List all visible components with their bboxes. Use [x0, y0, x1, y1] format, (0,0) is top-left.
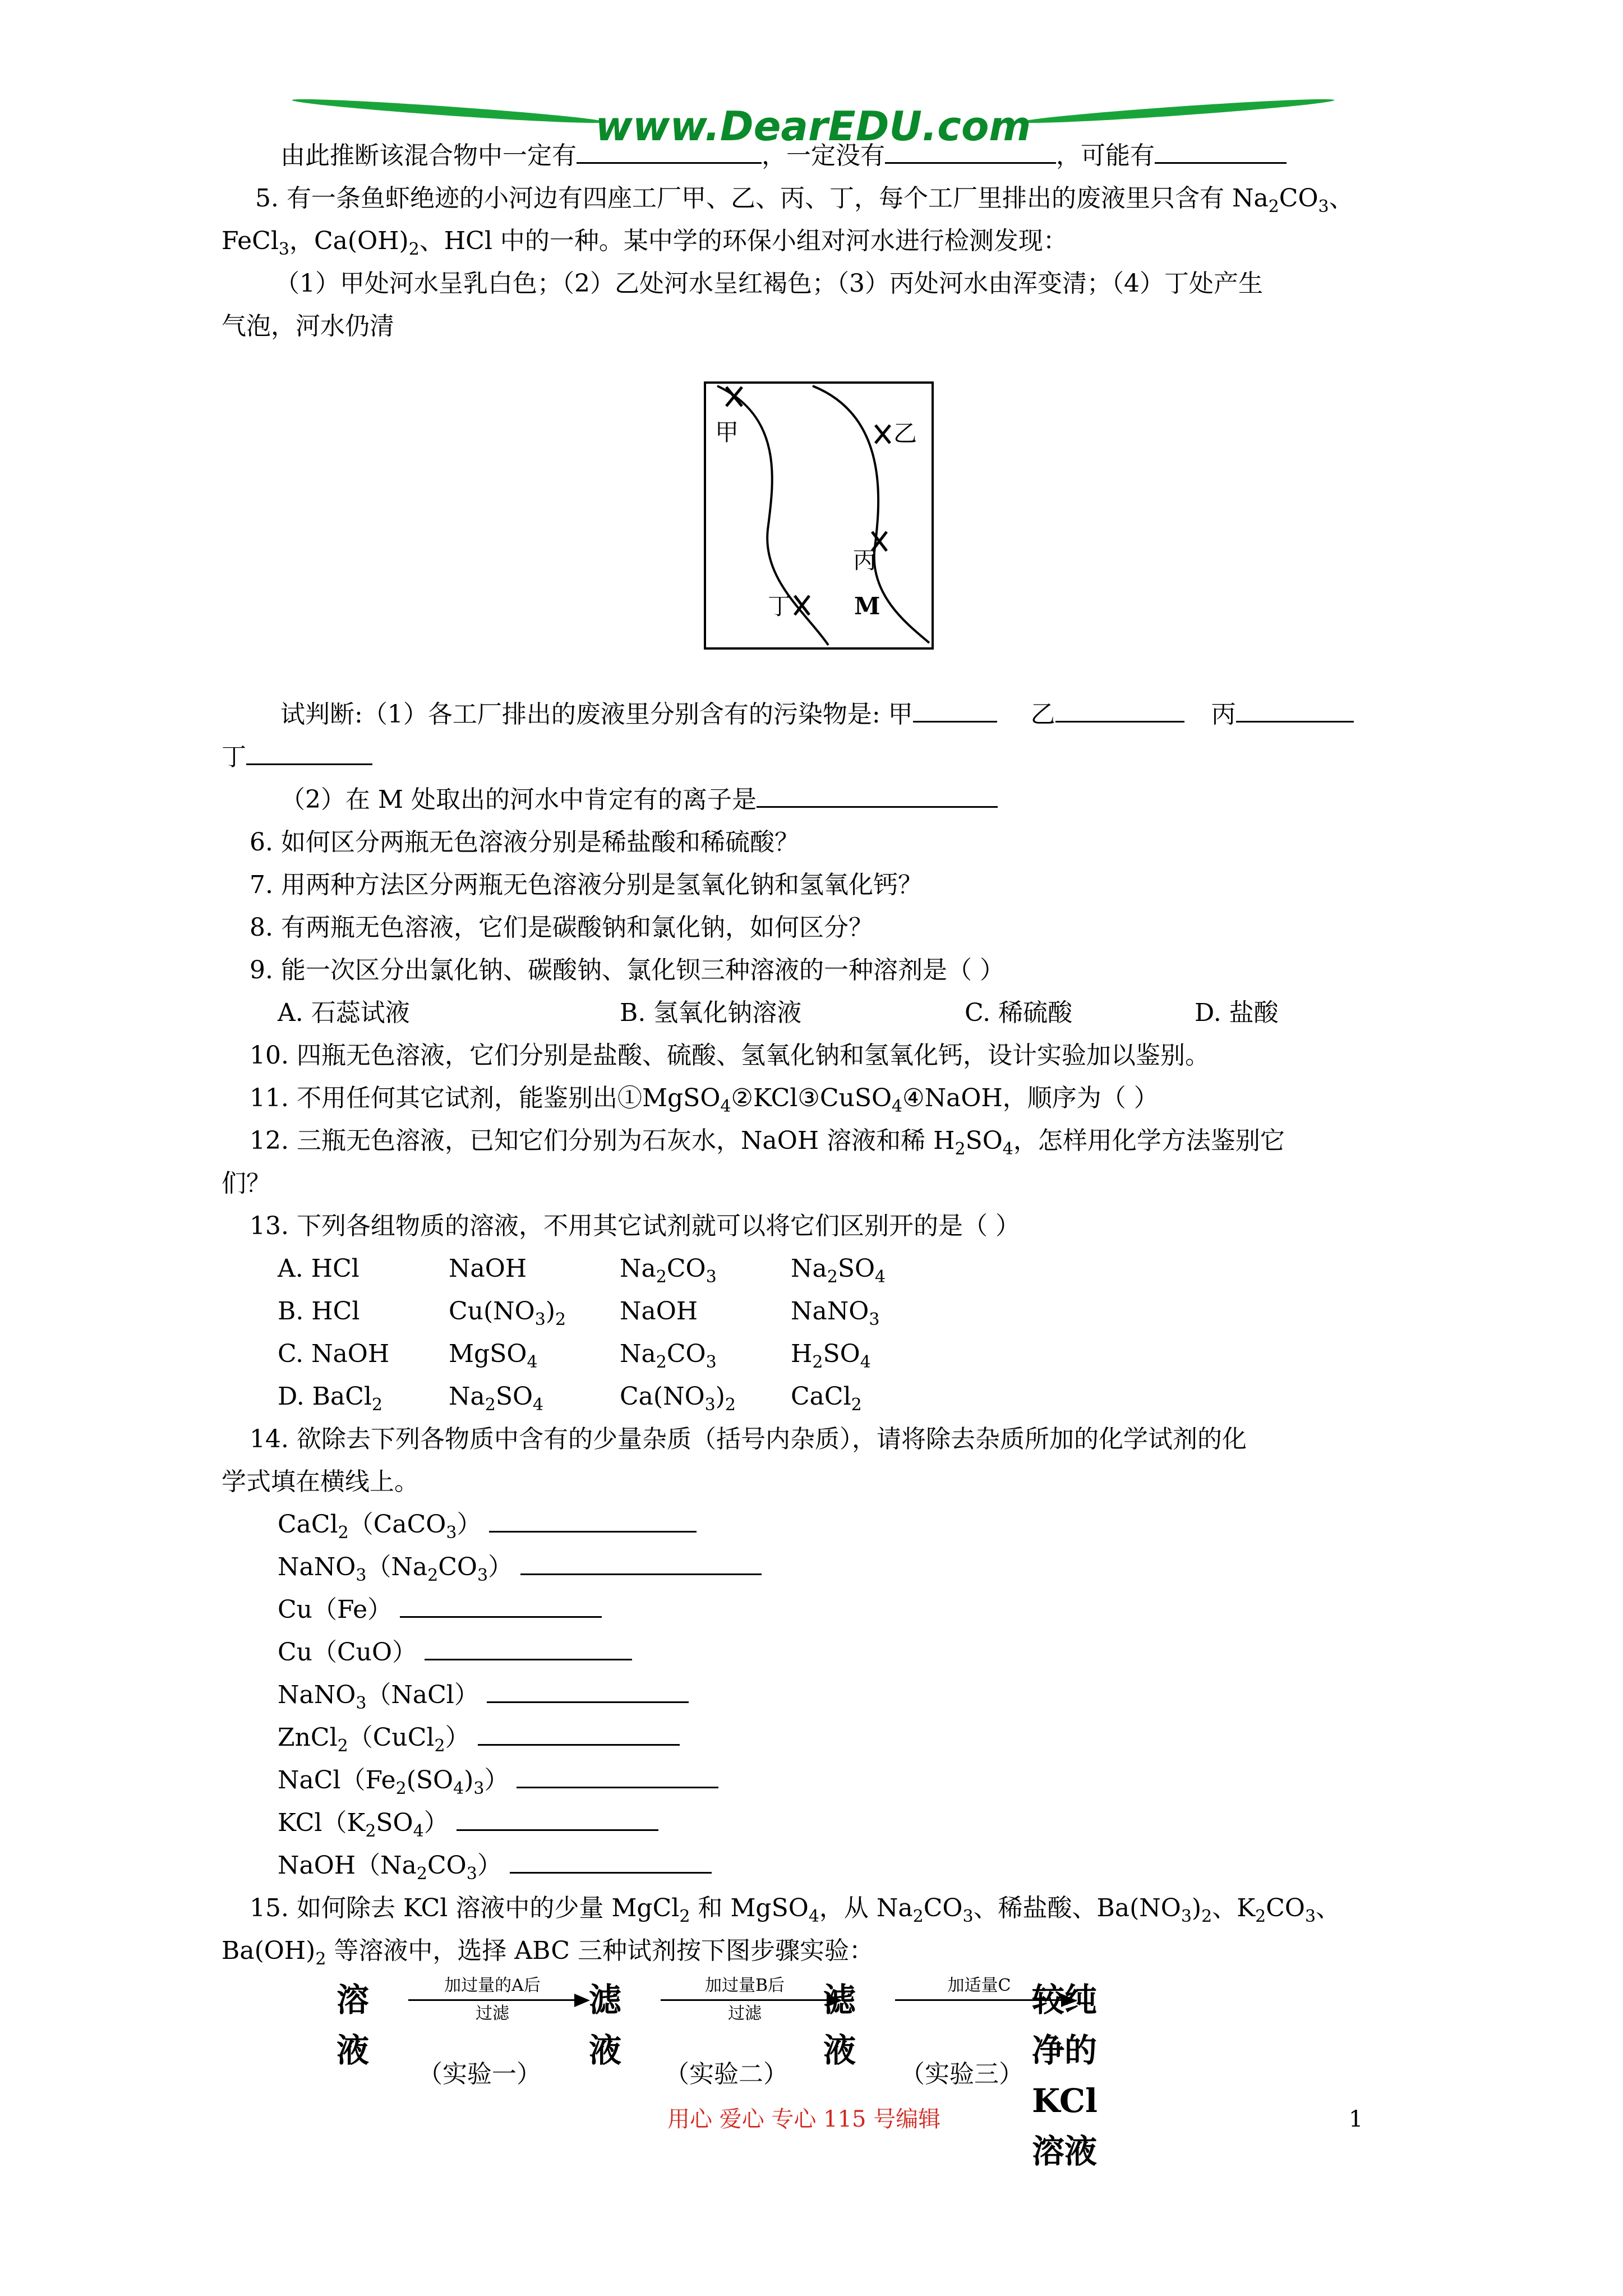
flow-filtrate-2: 滤液 — [823, 1981, 856, 2069]
impurity-item: $NaCl(Fe_2(SO_4)_3)$ — [278, 1759, 718, 1802]
flow-arrow-3-top: 加适量C — [947, 1976, 1011, 1995]
question-9-option-c: C. 稀硫酸 — [965, 999, 1073, 1027]
q13-option-cell: $Na_2CO_3$ — [620, 1254, 717, 1287]
impurity-item: NaNO$_3$（NaCl） — [278, 1674, 689, 1717]
q13-option-label: D. BaCl$_2$ — [278, 1382, 383, 1415]
q13-option-cell: NaOH — [620, 1297, 698, 1326]
q13-option-cell: $Ca(NO_3)_2$ — [620, 1382, 736, 1415]
answer-blank[interactable] — [457, 1803, 658, 1831]
q13-option-cell: CaCl$_2$ — [791, 1382, 862, 1415]
question-12-cont: 们？ — [222, 1169, 271, 1198]
flow-arrow-2-bottom: 过滤 — [728, 2004, 762, 2023]
question-5: 5. 有一条鱼虾绝迹的小河边有四座工厂甲、乙、丙、丁，每个工厂里排出的废液里只含有 $Na_2CO_3$、 — [255, 184, 1354, 217]
question-11: 11. 不用任何其它试剂，能鉴别出①MgSO$_4$②KCl③CuSO$_4$④NaOH，顺序为（ ） — [250, 1084, 1159, 1116]
impurity-item: $NaOH(Na_2CO_3)$ — [278, 1844, 712, 1887]
question-14: 14. 欲除去下列各物质中含有的少量杂质（括号内杂质），请将除去杂质所加的化学试剂的化 — [250, 1425, 1247, 1453]
answer-blank[interactable] — [1236, 695, 1354, 723]
answer-blank[interactable] — [246, 738, 372, 765]
answer-blank[interactable] — [1155, 136, 1287, 164]
experiment-1-label: （实验一） — [418, 2060, 541, 2088]
q13-option-cell: $Na_2SO_4$ — [791, 1254, 886, 1287]
answer-blank[interactable] — [517, 1761, 718, 1788]
q13-option-cell: MgSO$_4$ — [449, 1340, 538, 1372]
question-5-line4: 气泡，河水仍清 — [222, 312, 394, 341]
factory-bing-label: 丙 — [853, 546, 877, 574]
question-9: 9. 能一次区分出氯化钠、碳酸钠、氯化钡三种溶液的一种溶剂是（ ） — [250, 956, 1004, 984]
flow-arrow-1 — [408, 1975, 593, 2025]
q13-option-label: C. NaOH — [278, 1340, 390, 1368]
question-7: 7. 用两种方法区分两瓶无色溶液分别是氢氧化钠和氢氧化钙？ — [250, 871, 923, 899]
answer-blank[interactable] — [520, 1548, 762, 1575]
answer-blank[interactable] — [1055, 695, 1184, 723]
impurity-item: Cu（Fe） — [278, 1589, 602, 1631]
answer-blank[interactable] — [425, 1633, 632, 1660]
q13-option-cell: $Na_2SO_4$ — [449, 1382, 544, 1415]
answer-blank[interactable] — [885, 136, 1056, 164]
answer-blank[interactable] — [400, 1590, 602, 1618]
q13-option-cell: NaOH — [449, 1254, 527, 1283]
question-4-tail: 由此推断该混合物中一定有 ，一定没有 ，可能有 — [280, 135, 1287, 177]
factory-ding-label: 丁 — [768, 592, 792, 620]
q13-option-label: A. HCl — [278, 1254, 359, 1283]
judge-line-1-cont: 丁 — [222, 736, 372, 779]
question-9-option-a: A. 石蕊试液 — [278, 999, 410, 1027]
point-m-label: M — [854, 592, 880, 620]
question-9-option-d: D. 盐酸 — [1195, 999, 1279, 1027]
flow-final-product: 较纯净的KCl溶液 — [1032, 1981, 1098, 2170]
river-map — [704, 381, 934, 650]
experiment-3-label: （实验三） — [900, 2060, 1023, 2088]
footer-credit: 用心 爱心 专心 115 号编辑 — [667, 2106, 941, 2132]
flow-arrow-1-bottom: 过滤 — [476, 2004, 509, 2023]
flow-solution: 溶液 — [336, 1981, 370, 2069]
answer-blank[interactable] — [577, 136, 762, 164]
judge-line-1: 试判断:（1）各工厂排出的废液里分别含有的污染物是: 甲 乙 丙 — [280, 693, 1354, 736]
impurity-item: ZnCl$_2$（CuCl$_2$） — [278, 1717, 680, 1759]
site-url: www.DearEDU.com — [595, 103, 1031, 150]
question-9-option-b: B. 氢氧化钠溶液 — [620, 999, 802, 1027]
question-13: 13. 下列各组物质的溶液，不用其它试剂就可以将它们区别开的是（ ） — [250, 1212, 1020, 1240]
q13-option-cell: $Na_2CO_3$ — [620, 1340, 717, 1372]
flow-arrow-1-top: 加过量的A后 — [444, 1976, 541, 1995]
question-6: 6. 如何区分两瓶无色溶液分别是稀盐酸和稀硫酸？ — [250, 828, 799, 857]
factory-yi-label: 乙 — [893, 420, 917, 447]
flow-arrow-2-top: 加过量B后 — [704, 1976, 785, 1995]
flow-filtrate-1: 滤液 — [589, 1981, 622, 2069]
answer-blank[interactable] — [487, 1676, 689, 1703]
impurity-item: CaCl$_2$（CaCO$_3$） — [278, 1503, 697, 1546]
answer-blank[interactable] — [489, 1505, 697, 1533]
page-number: 1 — [1349, 2106, 1363, 2132]
factory-jia-label: 甲 — [715, 418, 739, 446]
impurity-item: $KCl(K_2SO_4)$ — [278, 1802, 658, 1844]
question-5-line2: FeCl$_3$，$Ca(OH)_2$、HCl 中的一种。某中学的环保小组对河水进行检测发现： — [222, 227, 1068, 259]
question-8: 8. 有两瓶无色溶液，它们是碳酸钠和氯化钠，如何区分？ — [250, 913, 873, 942]
q13-option-cell: NaNO$_3$ — [791, 1297, 880, 1329]
answer-blank[interactable] — [913, 695, 997, 723]
answer-blank[interactable] — [510, 1846, 712, 1874]
impurity-item: Cu（CuO） — [278, 1631, 632, 1674]
flow-arrow-2 — [661, 1975, 846, 2025]
impurity-item: $NaNO_3(Na_2CO_3)$ — [278, 1546, 762, 1589]
experiment-2-label: （实验二） — [665, 2060, 788, 2088]
answer-blank[interactable] — [478, 1718, 680, 1746]
question-14-cont: 学式填在横线上。 — [222, 1467, 419, 1496]
question-10: 10. 四瓶无色溶液，它们分别是盐酸、硫酸、氢氧化钠和氢氧化钙，设计实验加以鉴别。 — [250, 1041, 1210, 1070]
question-15-cont: $Ba(OH)_2$ 等溶液中，选择 ABC 三种试剂按下图步骤实验： — [222, 1936, 874, 1969]
question-12: 12. 三瓶无色溶液，已知它们分别为石灰水，NaOH 溶液和稀 $H_2SO_4$，怎样用化学方法鉴别它 — [250, 1126, 1285, 1159]
question-5-line3: （1）甲处河水呈乳白色；（2）乙处河水呈红褐色；（3）丙处河水由浑变清；（4）丁处产生 — [275, 269, 1263, 298]
q13-option-label: B. HCl — [278, 1297, 360, 1326]
answer-blank[interactable] — [757, 780, 998, 808]
q13-option-cell: $H_2SO_4$ — [791, 1340, 871, 1372]
judge-line-2: （2）在 M 处取出的河水中肯定有的离子是 — [280, 779, 998, 821]
question-15: 15. 如何除去 KCl 溶液中的少量 MgCl$_2$ 和 MgSO$_4$，从 $Na_2CO_3$、稀盐酸、$Ba(NO_3)_2$、$K_2CO_3$、 — [250, 1894, 1341, 1926]
q13-option-cell: $Cu(NO_3)_2$ — [449, 1297, 566, 1329]
